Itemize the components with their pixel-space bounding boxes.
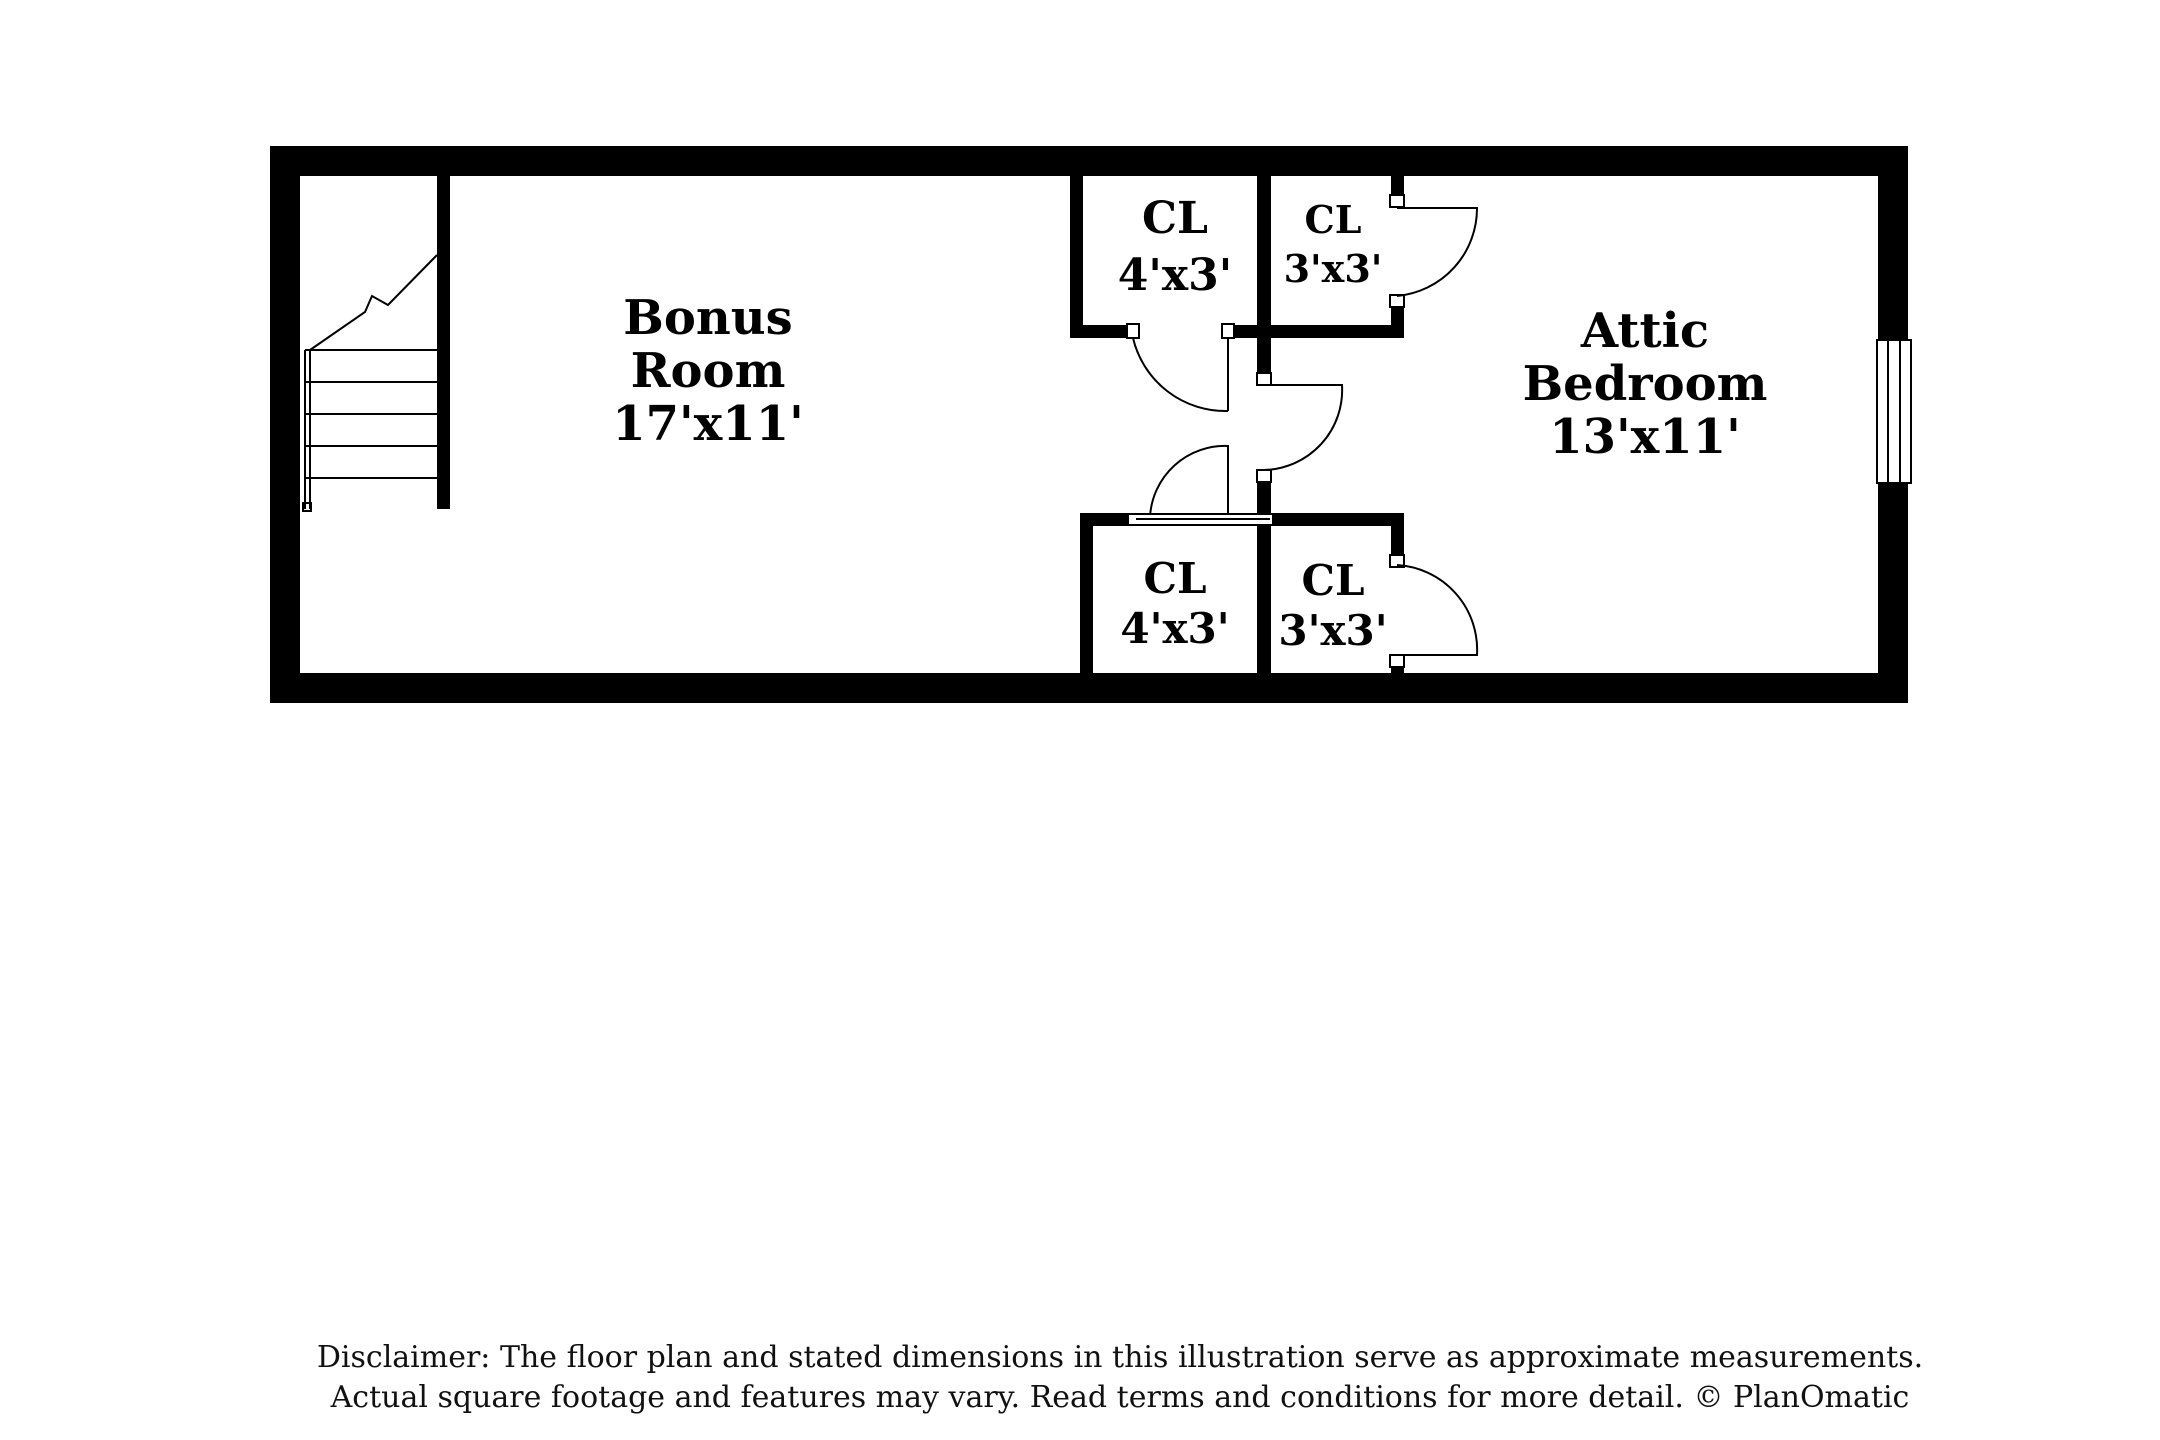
disclaimer-line-2: Actual square footage and features may vary. Read terms and conditions for more detail. © PlanOmatic (330, 1380, 1910, 1415)
bonus-room-label-2: Room (630, 343, 786, 399)
staircase-icon (303, 255, 437, 511)
closet-bottom-left-size: 4'x3' (1120, 604, 1230, 653)
closet-top-right-label: CL (1304, 197, 1362, 242)
closet-bottom-right-label: CL (1301, 556, 1365, 605)
attic-bedroom-label-2: Bedroom (1522, 356, 1768, 412)
closet-bottom-left-label: CL (1143, 554, 1207, 603)
attic-bedroom-label: Attic (1580, 303, 1710, 359)
stair-wall (437, 176, 450, 509)
attic-bedroom-size: 13'x11' (1549, 409, 1741, 465)
closet-bottom-right-size: 3'x3' (1278, 606, 1388, 655)
bonus-room-size: 17'x11' (612, 396, 804, 452)
window-icon (1877, 340, 1911, 483)
bonus-room-label: Bonus (623, 290, 793, 346)
closet-door-icon (1128, 514, 1273, 525)
closet-top-left-label: CL (1142, 193, 1208, 244)
closet-top-left-size: 4'x3' (1117, 250, 1233, 301)
disclaimer-line-1: Disclaimer: The floor plan and stated dimensions in this illustration serve as approximate measurements. (316, 1340, 1924, 1375)
disclaimer (0, 1338, 2160, 1418)
closet-top-right-size: 3'x3' (1283, 246, 1383, 291)
